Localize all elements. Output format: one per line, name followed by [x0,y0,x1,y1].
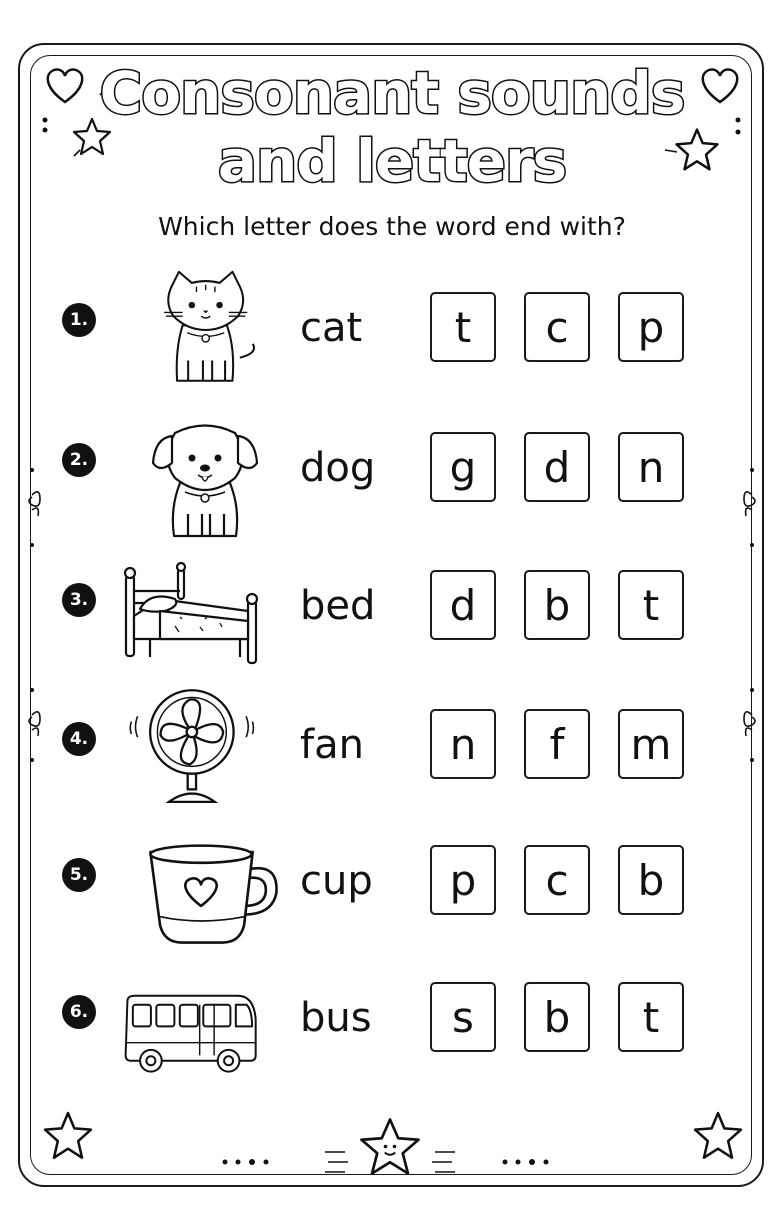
bus-icon [122,975,262,1095]
question-number: 1. [62,303,96,337]
question-row [0,265,784,385]
question-row [0,541,784,661]
fan-icon [125,685,265,805]
letter-option-box[interactable]: s [430,982,496,1052]
letter-option-box[interactable]: b [618,845,684,915]
dog-icon [135,418,275,538]
question-row [0,818,784,938]
letter-option-box[interactable]: p [618,292,684,362]
cup-icon [145,833,285,953]
letter-option-box[interactable]: p [430,845,496,915]
letter-option-box[interactable]: c [524,292,590,362]
bed-icon [120,556,260,676]
word-label: dog [300,445,376,491]
word-label: cup [300,858,373,904]
letter-option-box[interactable]: t [618,570,684,640]
cat-icon [138,270,278,390]
letter-option-box[interactable]: c [524,845,590,915]
letter-option-box[interactable]: g [430,432,496,502]
letter-option-box[interactable]: t [430,292,496,362]
question-number: 6. [62,995,96,1029]
letter-option-box[interactable]: n [430,709,496,779]
question-number: 4. [62,722,96,756]
letter-option-box[interactable]: d [430,570,496,640]
question-row [0,955,784,1075]
question-number: 3. [62,583,96,617]
question-number: 2. [62,443,96,477]
word-label: fan [300,722,364,768]
letter-option-box[interactable]: n [618,432,684,502]
worksheet-title-line-1: Consonant sounds [99,59,685,127]
letter-option-box[interactable]: b [524,982,590,1052]
letter-option-box[interactable]: m [618,709,684,779]
letter-option-box[interactable]: t [618,982,684,1052]
word-label: bed [300,583,376,629]
word-label: cat [300,305,363,351]
instructions: Which letter does the word end with? [158,212,626,241]
question-row [0,680,784,800]
question-number: 5. [62,858,96,892]
worksheet-title-line-2: and letters [217,127,567,195]
letter-option-box[interactable]: f [524,709,590,779]
word-label: bus [300,995,372,1041]
letter-option-box[interactable]: b [524,570,590,640]
question-row [0,403,784,523]
letter-option-box[interactable]: d [524,432,590,502]
